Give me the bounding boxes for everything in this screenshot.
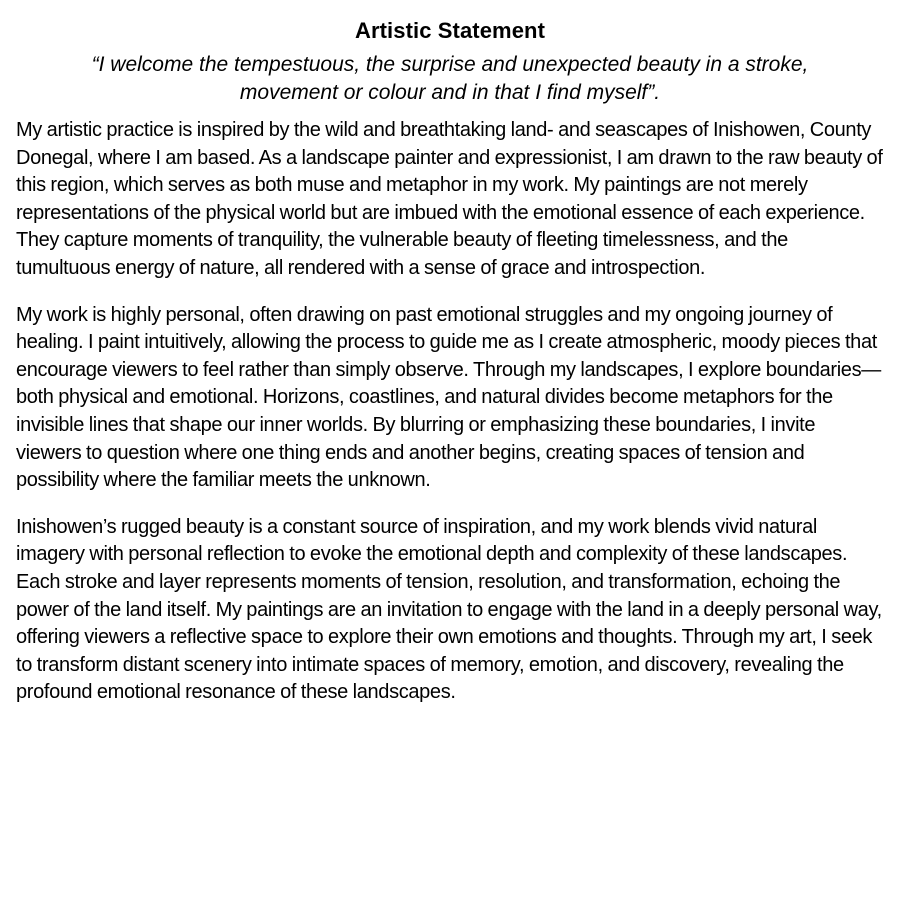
epigraph-quote: “I welcome the tempestuous, the surprise and unexpected beauty in a stroke, movement or colour and in that I find myself”.: [91, 53, 809, 104]
paragraph-2: My work is highly personal, often drawing on past emotional struggles and my ongoing journey of healing. I paint intuitively, allowing the process to guide me as I create atmospheric, moody pieces that encourage viewers to feel rather than simply observe. Through my landscapes, I explore boundaries—both physical and emotional. Horizons, coastlines, and natural divides become metaphors for the invisible lines that shape our inner worlds. By blurring or emphasizing these boundaries, I invite viewers to question where one thing ends and another begins, creating spaces of tension and possibility where the familiar meets the unknown.: [16, 303, 881, 492]
paragraph-3: Inishowen’s rugged beauty is a constant source of inspiration, and my work blends vivid natural imagery with personal reflection to evoke the emotional depth and complexity of these landscapes. Each stroke and layer represents moments of tension, resolution, and transformation, echoing the power of the land itself. My paintings are an invitation to engage with the land in a deeply personal way, offering viewers a reflective space to explore their own emotions and thoughts. Through my art, I seek to transform distant scenery into intimate spaces of memory, emotion, and discovery, revealing the profound emotional resonance of these landscapes.: [16, 515, 882, 704]
paragraph-1: My artistic practice is inspired by the wild and breathtaking land- and seascapes of Inishowen, County Donegal, where I am based. As a landscape painter and expressionist, I am drawn to the raw beauty of this region, which serves as both muse and metaphor in my work. My paintings are not merely representations of the physical world but are imbued with the emotional essence of each experience. They capture moments of tranquility, the vulnerable beauty of fleeting timelessness, and the tumultuous energy of nature, all rendered with a sense of grace and introspection.: [16, 119, 883, 279]
page-title: Artistic Statement: [354, 18, 546, 43]
